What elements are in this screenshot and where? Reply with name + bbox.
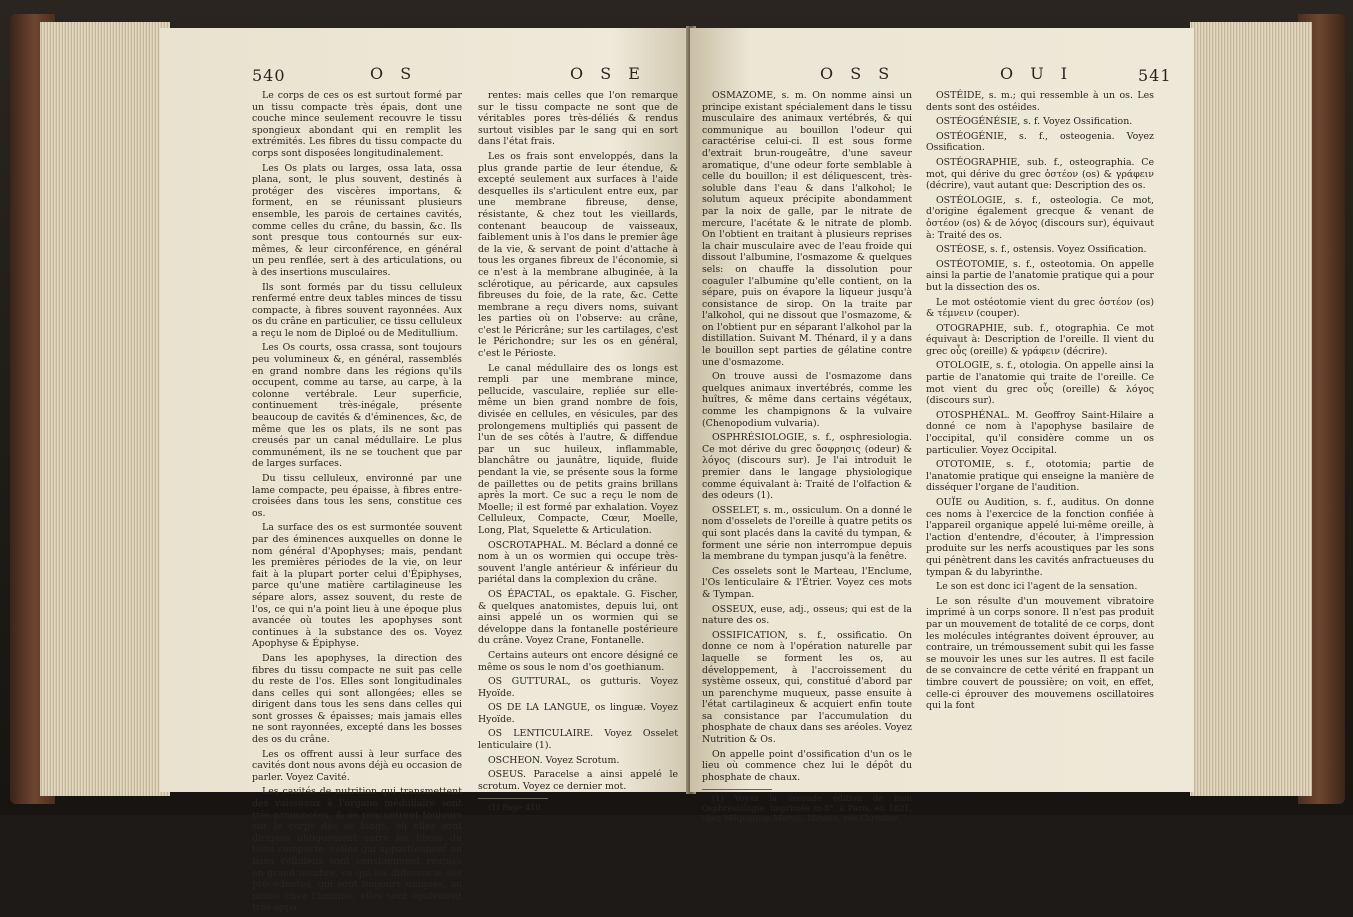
right-page-number: 541 xyxy=(1138,66,1172,85)
paragraph: Ces osselets sont le Marteau, l'Enclume, l'Os lenticulaire & l'Étrier. Voyez ces mots & Tympan. xyxy=(702,565,912,600)
left-column-1 xyxy=(252,90,462,917)
paragraph: OSMAZOME, s. m. On nomme ainsi un principe existant spécialement dans le tissu musculaire des animaux vertébrés, & qui communique au bouillon l'odeur qui caractérise celui-ci. Il est sous forme d'extrait brun-rougeâtre, d'une saveur aromatique, d'une odeur forte semblable à celle du bouillon; il est déliquescent, très-soluble dans l'eau & dans l'alkohol; le solutum aqueux précipite abondamment par la noix de galle, par le nitrate de mercure, l'acétate & le nitrate de plomb. On l'obtient en traitant à plusieurs reprises la chair musculaire avec de l'eau froide qui dissout l'albumine, l'osmazome & quelques sels: on chauffe la dissolution pour coaguler l'albumine qu'elle contient, on la sépare, puis on évapore la liqueur jusqu'à consistance de sirop. On la traite par l'alkohol, qui ne dissout que l'osmazome, & on l'obtient pur en séparant l'alkohol par la distillation. Suivant M. Thénard, il y a dans le bouillon sept parties de gélatine contre une d'osmazome. xyxy=(702,90,912,368)
right-page xyxy=(690,28,1194,824)
entry: OSEUS. Paracelse a ainsi appelé le scrotum. Voyez ce dernier mot. xyxy=(478,769,678,792)
page-edges-right xyxy=(1190,22,1312,796)
paragraph: On trouve aussi de l'osmazome dans quelques animaux invertébrés, comme les huîtres, & même dans certains végétaux, comme les champignons & la vulvaire (Chenopodium vulvaria). xyxy=(702,371,912,429)
paragraph: Le corps de ces os est surtout formé par un tissu compacte très épais, dont une couche mince seulement recouvre le tissu spongieux abondant qui en remplit les extrémités. Les fibres du tissu compacte du corps sont disposées longitudinalement. xyxy=(252,90,462,159)
entry: OSSIFICATION, s. f., ossificatio. On donne ce nom à l'opération naturelle par laquelle se forment les os, au développement, à l'accroissement du système osseux, qui, constitué d'abord par un parenchyme muqueux, passe ensuite à l'état cartilagineux & acquiert enfin toute sa consistance par l'accumulation du phosphate de chaux dans ses aréoles. Voyez Nutrition & Os. xyxy=(702,629,912,746)
paragraph: Les os frais sont enveloppés, dans la plus grande partie de leur étendue, & excepté seulement aux surfaces à l'aide desquelles ils s'articulent entre eux, par une membrane fibreuse, dense, résistante, & chez tout les vieillards, contenant beaucoup de vaisseaux, faiblement unis à l'os dans le premier âge de la vie, & servant de point d'attache à tous les organes fibreux de l'économie, si ce n'est à la membrane albuginée, à la sclérotique, au péricarde, aux capsules fibreuses du foie, de la rate, &c. Cette membrane a reçu divers noms, suivant les parties où on l'observe: au crâne, c'est le Péricrâne; sur les cartilages, c'est le Périchondre; sur les os en général, c'est le Périoste. xyxy=(478,150,678,360)
right-column-2 xyxy=(926,90,1154,715)
entry: OSCHEON. Voyez Scrotum. xyxy=(488,754,620,766)
paragraph: Le son résulte d'un mouvement vibratoire imprimé à un corps sonore. Il n'est pas produit par un mouvement de totalité de ce corps, dont les molécules intégrantes doivent éprouver, au contraire, un trémoussement subit qui les fasse se mouvoir les unes sur les autres. Il est facile de se convaincre de cette vérité en frappant un timbre couvert de poussière; on voit, en effet, celle-ci éprouver des mouvemens oscillatoires qui la font xyxy=(926,595,1154,712)
right-header-right: O U I xyxy=(1000,64,1074,83)
left-header-left: O S xyxy=(370,64,418,83)
left-page xyxy=(160,28,693,914)
paragraph: Certains auteurs ont encore désigné ce même os sous le nom d'os goethianum. xyxy=(478,649,678,673)
paragraph: rentes: mais celles que l'on remarque sur le tissu compacte ne sont que de véritables pores très-déliés & rendus surtout visibles par le sang qui en sort dans l'état frais. xyxy=(478,90,678,148)
entry: OS GUTTURAL, os gutturis. Voyez Hyoïde. xyxy=(478,676,678,699)
left-column-2 xyxy=(478,90,678,815)
entry: OSTÉOTOMIE, s. f., osteotomia. On appelle ainsi la partie de l'anatomie pratique qui a pour but la dissection des os. xyxy=(926,258,1154,293)
paragraph: Du tissu celluleux, environné par une lame compacte, peu épaisse, à fibres entre-croisées dans tous les sens, constitue ces os. xyxy=(252,473,462,519)
paragraph: Dans les apophyses, la direction des fibres du tissu compacte ne suit pas celle du reste de l'os. Elles sont longitudinales dans celles qui sont allongées; elles se dirigent dans tous les sens dans celles qui sont grosses & épaisses; mais jamais elles ne sont rayonnées, excepté dans les bosses des os du crâne. xyxy=(252,652,462,746)
entry: OSPHRÉSIOLOGIE, s. f., osphresiologia. Ce mot dérive du grec ὄσφρησις (odeur) & λόγος (discours sur). Je l'ai introduit le premier dans le langage physiologique comme équivalant à: Traité de l'olfaction & des odeurs (1). xyxy=(702,432,912,502)
paragraph: Les cavités de nutrition qui transmettent des vaisseaux à l'organe médullaire sont très-prononcées, & se rencontrent toujours sur le corps des os longs, où elles sont dirigées obliquement entre les fibres du tissu compacte; celles qui appartiennent au tissu celluleux sont constamment réunies en grand nombre, ce qui les différencie des précédentes, qui sont toujours uniques, au moins chez l'homme; elles sont également très-appa- xyxy=(252,786,462,914)
footnote: (1) Page 410. xyxy=(488,802,544,813)
entry: OTOLOGIE, s. f., otologia. On appelle ainsi la partie de l'anatomie qui traite de l'oreille. Ce mot vient du grec οὖς (oreille) & λόγος (discours sur). xyxy=(926,360,1154,407)
entry: OUÏE ou Audition, s. f., auditus. On donne ces noms à l'exercice de la fonction confiée à l'appareil organique appelé lui-même oreille, à l'action d'entendre, d'écouter, à l'impression produite sur les nerfs acoustiques par les sons qui pénètrent dans les cavités anfractueuses du tympan & du labyrinthe. xyxy=(926,497,1154,578)
page-edges-left xyxy=(40,22,170,796)
entry: OS ÉPACTAL, os epaktale. G. Fischer, & quelques anatomistes, depuis lui, ont ainsi appelé un os wormien qui se développe dans la fontanelle postérieure du crâne. Voyez Crane, Fontanelle. xyxy=(478,588,678,647)
entry: OSTÉOSE, s. f., ostensis. Voyez Ossification. xyxy=(936,244,1147,256)
paragraph: Le canal médullaire des os longs est rempli par une membrane mince, pellucide, vasculaire, repliée sur elle-même un bien grand nombre de fois, divisée en cellules, en vésicules, par des prolongemens multipliés qui passent de l'un de ses côtés à l'autre, & diffendue par un suc huileux, inflammable, blanchâtre ou jaunâtre, liquide, fluide pendant la vie, se présente sous la forme de paillettes ou de petits grains brillans après la mort. Ce suc a reçu le nom de Moelle; il est formé par exhalation. Voyez Celluleux, Compacte, Cœur, Moelle, Long, Plat, Squelette & Articulation. xyxy=(478,362,678,536)
entry: OSSEUX, euse, adj., osseus; qui est de la nature des os. xyxy=(702,603,912,627)
entry: OSTÉOGÉNÉSIE, s. f. Voyez Ossification. xyxy=(936,116,1133,128)
right-column-1 xyxy=(702,90,912,826)
entry: OSTÉIDE, s. m.; qui ressemble à un os. Les dents sont des ostéides. xyxy=(926,90,1154,113)
left-page-number: 540 xyxy=(252,66,286,85)
entry: OSTÉOLOGIE, s. f., osteologia. Ce mot, d'origine également grecque & venant de ὀστέον (os) & de λόγος (discours sur), équivaut à: Traité des os. xyxy=(926,194,1154,241)
paragraph: Les Os plats ou larges, ossa lata, ossa plana, sont, le plus souvent, destinés à protéger des viscères importans, & forment, en se réunissant plusieurs ensemble, les parois de certaines cavités, comme celles du crâne, du bassin, &c. Ils sont presque tous contournés sur eux-mêmes, & leur circonférence, en général un peu renflée, sert à des articulations, ou à des insertions musculaires. xyxy=(252,162,462,278)
footnote-rule xyxy=(702,789,772,790)
paragraph: Les Os courts, ossa crassa, sont toujours peu volumineux &, en général, rassemblés en grand nombre dans les régions qu'ils occupent, comme au tarse, au carpe, à la colonne vertébrale. Leur superficie, continuement très-inégale, présente beaucoup de cavités & d'éminences, &c, de même que les os plats, ils ne sont pas creusés par un canal médullaire. Le plus communément, ils ne se touchent que par de larges surfaces. xyxy=(252,342,462,470)
right-header-left: O S S xyxy=(820,64,896,83)
entry: OS DE LA LANGUE, os linguæ. Voyez Hyoïde. xyxy=(478,702,678,725)
entry: OTOSPHÉNAL. M. Geoffroy Saint-Hilaire a donné ce nom à l'apophyse basilaire de l'occipital, qu'il considère comme un os particulier. Voyez Occipital. xyxy=(926,409,1154,456)
entry: OSTÉOGÉNIE, s. f., osteogenia. Voyez Ossification. xyxy=(926,130,1154,154)
entry: OSTÉOGRAPHIE, sub. f., osteographia. Ce mot, qui dérive du grec ὀστέον (os) & γράφειν (décrire), vaut autant que: Description des os. xyxy=(926,156,1154,192)
paragraph: Le son est donc ici l'agent de la sensation. xyxy=(936,581,1138,593)
entry: OTOGRAPHIE, sub. f., otographia. Ce mot équivaut à: Description de l'oreille. Il vient du grec οὖς (oreille) & γράφειν (décrire). xyxy=(926,322,1154,357)
entry: OSSELET, s. m., ossiculum. On a donné le nom d'osselets de l'oreille à quatre petits os qui sont placés dans la cavité du tympan, & forment une série non interrompue depuis la membrane du tympan jusqu'à la fenêtre. xyxy=(702,504,912,563)
footnote: (1) Voyez la seconde édition de mon Osphrésiologie, imprimée in-8°, à Paris, en 1821, chez Méquignon-Marvis, libraire, rue Christine. xyxy=(702,793,912,824)
paragraph: Le mot ostéotomie vient du grec ὀστέον (os) & τέμνειν (couper). xyxy=(926,296,1154,320)
paragraph: Les os offrent aussi à leur surface des cavités dont nous avons déjà eu occasion de parler. Voyez Cavité. xyxy=(252,748,462,783)
entry: OTOTOMIE, s. f., ototomia; partie de l'anatomie pratique qui enseigne la manière de disséquer l'organe de l'audition. xyxy=(926,459,1154,494)
entry: OSCROTAPHAL. M. Béclard a donné ce nom à un os wormien qui occupe très-souvent l'angle antérieur & inférieur du pariétal dans la complexion du crâne. xyxy=(478,539,678,586)
paragraph: On appelle point d'ossification d'un os le lieu où commence chez lui le dépôt du phosphate de chaux. xyxy=(702,748,912,783)
footnote-rule xyxy=(478,798,548,799)
entry: OS LENTICULAIRE. Voyez Osselet lenticulaire (1). xyxy=(478,728,678,752)
paragraph: Ils sont formés par du tissu celluleux renfermé entre deux tables minces de tissu compacte, à fibres souvent rayonnées. Aux os du crâne en particulier, ce tissu celluleux a reçu le nom de Diploé ou de Meditullium. xyxy=(252,281,462,339)
paragraph: La surface des os est surmontée souvent par des éminences auxquelles on donne le nom général d'Apophyses; mais, pendant les premières périodes de la vie, on leur fait à la plupart porter celui d'Épiphyses, parce qu'une matière cartilagineuse les sépare alors, assez souvent, du reste de l'os, ce qui n'a point lieu à une époque plus avancée où toutes les apophyses sont continues à la substance des os. Voyez Apophyse & Épiphyse. xyxy=(252,522,462,650)
left-header-right: O S E xyxy=(570,64,646,83)
